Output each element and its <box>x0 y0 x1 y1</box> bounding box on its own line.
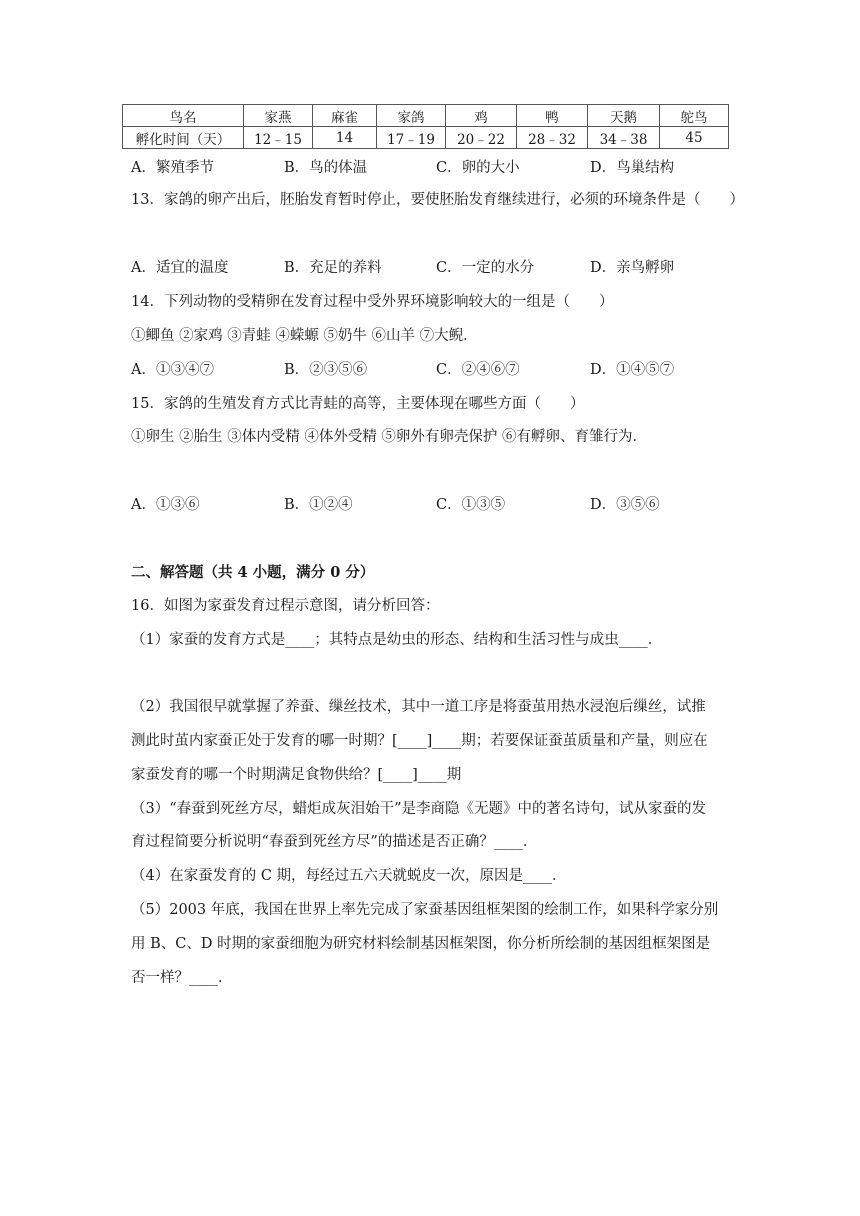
table-header-row <box>123 105 729 127</box>
table-cell: 鸡 <box>446 105 517 127</box>
q14-items: ①鲫鱼 ②家鸡 ③青蛙 ④蝾螈 ⑤奶牛 ⑥山羊 ⑦大鲵． <box>131 328 478 344</box>
option-d: D．③⑤⑥ <box>590 497 660 513</box>
option-a: A．①③⑥ <box>131 497 200 513</box>
table-cell: 鸭 <box>517 105 588 127</box>
q15-stem: 15．家鸽的生殖发育方式比青蛙的高等，主要体现在哪些方面（ ） <box>131 396 585 412</box>
option-c: C．卵的大小 <box>436 160 520 176</box>
option-c: C．①③⑤ <box>436 497 506 513</box>
q16-part2-line1: （2）我国很早就掌握了养蚕、缫丝技术，其中一道工序是将蚕茧用热水浸泡后缫丝，试推 <box>131 699 706 715</box>
q16-stem: 16．如图为家蚕发育过程示意图，请分析回答： <box>131 598 440 614</box>
option-a: A．适宜的温度 <box>131 260 229 276</box>
q16-part2-line3: 家蚕发育的哪一个时期满足食物供给？[____]____期 <box>131 767 462 783</box>
table-cell: 天鹅 <box>588 105 660 127</box>
option-c: C．②④⑥⑦ <box>436 362 520 378</box>
q15-items: ①卵生 ②胎生 ③体内受精 ④体外受精 ⑤卵外有卵壳保护 ⑥有孵卵、育雏行为． <box>131 429 648 445</box>
q16-part3-line2: 育过程简要分析说明“春蚕到死丝方尽”的描述是否正确？____． <box>131 834 538 850</box>
table-cell: 麻雀 <box>313 105 377 127</box>
table-cell: 14 <box>313 127 377 149</box>
table-cell: 34﹣38 <box>588 127 660 149</box>
option-b: B．①②④ <box>284 497 353 513</box>
hatching-time-table <box>122 104 729 149</box>
option-d: D．①④⑤⑦ <box>590 362 675 378</box>
table-row <box>123 127 729 149</box>
table-cell: 家燕 <box>244 105 313 127</box>
table-cell: 鸟名 <box>123 105 244 127</box>
q16-part5-line3: 否一样？____． <box>131 970 233 986</box>
table-cell: 孵化时间（天） <box>123 127 244 149</box>
section-title: 二、解答题（共 4 小题，满分 0 分） <box>131 564 375 581</box>
option-d: D．亲鸟孵卵 <box>590 260 675 276</box>
option-b: B．充足的养料 <box>284 260 382 276</box>
table-cell: 12﹣15 <box>244 127 313 149</box>
option-a: A．繁殖季节 <box>131 160 214 176</box>
q16-part2-line2: 测此时茧内家蚕正处于发育的哪一时期？[____]____期；若要保证蚕茧质量和产量，则应在 <box>131 733 708 749</box>
table-cell: 45 <box>660 127 729 149</box>
table-cell: 17﹣19 <box>377 127 446 149</box>
table-cell: 20﹣22 <box>446 127 517 149</box>
q16-part3-line1: （3）“春蚕到死丝方尽，蜡炬成灰泪始干”是李商隐《无题》中的著名诗句，试从家蚕的发 <box>131 801 707 817</box>
q13-stem: 13．家鸽的卵产出后，胚胎发育暂时停止，要使胚胎发育继续进行，必须的环境条件是（ ） <box>131 192 744 208</box>
q16-part5-line2: 用 B、C、D 时期的家蚕细胞为研究材料绘制基因框架图，你分析所绘制的基因组框架图是 <box>131 936 711 952</box>
table-cell: 家鸽 <box>377 105 446 127</box>
option-c: C．一定的水分 <box>436 260 535 276</box>
q16-part5-line1: （5）2003 年底，我国在世界上率先完成了家蚕基因组框架图的绘制工作，如果科学家分别 <box>131 902 719 918</box>
option-b: B．鸟的体温 <box>284 160 368 176</box>
table-cell: 28﹣32 <box>517 127 588 149</box>
option-d: D．鸟巢结构 <box>590 160 675 176</box>
q16-part4: （4）在家蚕发育的 C 期，每经过五六天就蜕皮一次，原因是____． <box>131 868 567 884</box>
option-b: B．②③⑤⑥ <box>284 362 368 378</box>
q16-part1: （1）家蚕的发育方式是____；其特点是幼虫的形态、结构和生活习性与成虫____． <box>131 632 663 648</box>
table-cell: 鸵鸟 <box>660 105 729 127</box>
option-a: A．①③④⑦ <box>131 362 214 378</box>
q14-stem: 14．下列动物的受精卵在发育过程中受外界环境影响较大的一组是（ ） <box>131 294 614 310</box>
